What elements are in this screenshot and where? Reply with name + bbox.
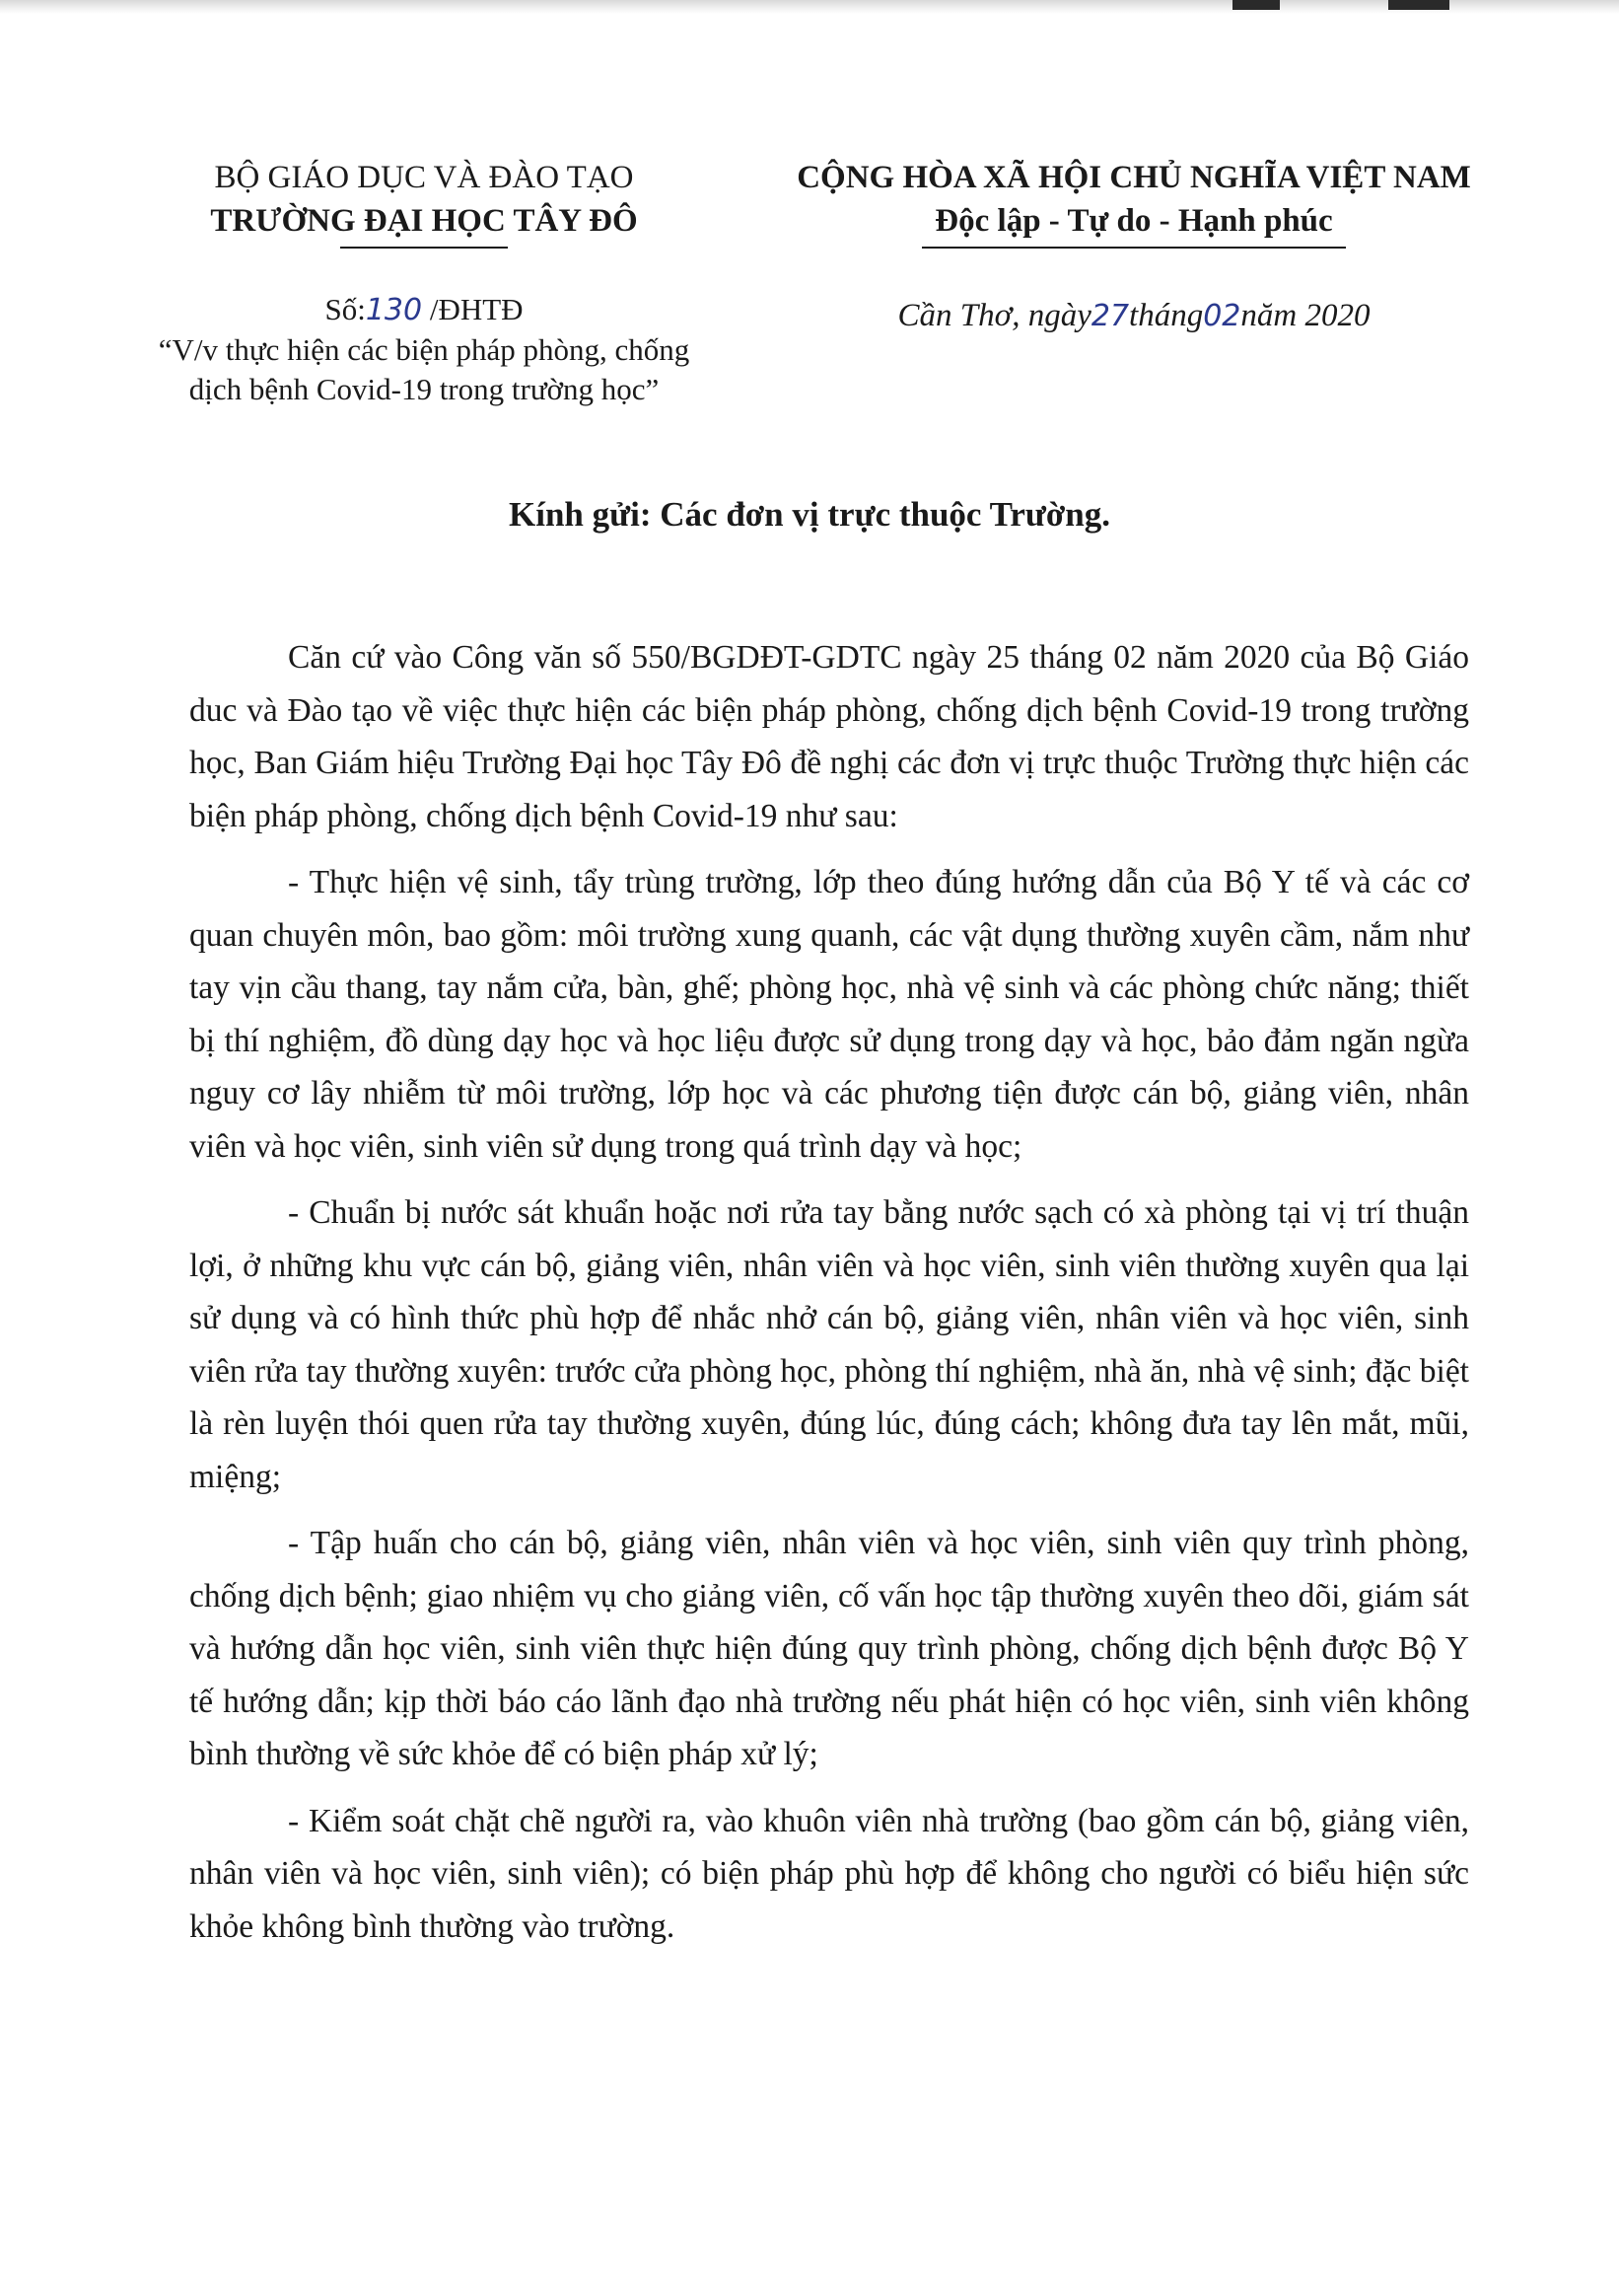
document-number-suffix: /ĐHTĐ <box>422 292 524 326</box>
scan-top-edge <box>0 0 1619 14</box>
handwritten-month: 02 <box>1203 299 1241 333</box>
body-paragraph-intro: Căn cứ vào Công văn số 550/BGDĐT-GDTC ngày 25 tháng 02 năm 2020 của Bộ Giáo duc và Đào tạo về việc thực hiện các biện pháp phòng, chống dịch bệnh Covid-19 trong trường học, Ban Giám hiệu Trường Đại học Tây Đô đề nghị các đơn vị trực thuộc Trường thực hiện các biện pháp phòng, chống dịch bệnh Covid-19 như sau: <box>189 639 1469 834</box>
date-line <box>779 296 1489 336</box>
body-paragraph-sanitation: - Thực hiện vệ sinh, tẩy trùng trường, lớp theo đúng hướng dẫn của Bộ Y tế và các cơ quan chuyên môn, bao gồm: môi trường xung quanh, các vật dụng thường xuyên cầm, nắm như tay vịn cầu thang, tay nắm cửa, bàn, ghế; phòng học, nhà vệ sinh và các phòng chức năng; thiết bị thí nghiệm, đồ dùng dạy học và học liệu được sử dụng trong dạy và học, bảo đảm ngăn ngừa nguy cơ lây nhiễm từ môi trường, lớp học và các phương tiện được cán bộ, giảng viên, nhân viên và học viên, sinh viên sử dụng trong quá trình dạy và học; <box>189 864 1469 1165</box>
university-name: TRƯỜNG ĐẠI HỌC TÂY ĐÔ <box>210 203 638 239</box>
document-number <box>118 290 730 330</box>
document-body <box>189 631 1469 1967</box>
ministry-name: BỘ GIÁO DỤC VÀ ĐÀO TẠO <box>214 160 634 195</box>
country-name: CỘNG HÒA XÃ HỘI CHỦ NGHĨA VIỆT NAM <box>797 160 1471 195</box>
date-place: Cần Thơ, ngày <box>897 298 1091 333</box>
date-month-label: tháng <box>1129 298 1204 333</box>
subject-line-2: dịch bệnh Covid-19 trong trường học” <box>188 372 660 406</box>
handwritten-day: 27 <box>1091 299 1130 333</box>
national-motto: Độc lập - Tự do - Hạnh phúc <box>935 203 1333 239</box>
issuer-block <box>118 156 730 409</box>
national-header-block <box>779 156 1489 336</box>
salutation: Kính gửi: Các đơn vị trực thuộc Trường. <box>509 495 1110 534</box>
date-year: năm 2020 <box>1240 298 1371 333</box>
body-paragraph-handwashing: - Chuẩn bị nước sát khuẩn hoặc nơi rửa tay bằng nước sạch có xà phòng tại vị trí thuận lợi, ở những khu vực cán bộ, giảng viên, nhân viên và học viên, sinh viên thường xuyên qua lại sử dụng và có hình thức phù hợp để nhắc nhở cán bộ, giảng viên, nhân viên và học viên, sinh viên rửa tay thường xuyên: trước cửa phòng học, phòng thí nghiệm, nhà ăn, nhà vệ sinh; đặc biệt là rèn luyện thói quen rửa tay thường xuyên, đúng lúc, đúng cách; không đưa tay lên mắt, mũi, miệng; <box>189 1194 1469 1495</box>
body-paragraph-training: - Tập huấn cho cán bộ, giảng viên, nhân viên và học viên, sinh viên quy trình phòng, chống dịch bệnh; giao nhiệm vụ cho giảng viên, cố vấn học tập thường xuyên theo dõi, giám sát và hướng dẫn học viên, sinh viên thực hiện đúng quy trình phòng, chống dịch bệnh được Bộ Y tế hướng dẫn; kịp thời báo cáo lãnh đạo nhà trường nếu phát hiện có học viên, sinh viên không bình thường về sức khỏe để có biện pháp xử lý; <box>189 1525 1469 1772</box>
body-paragraph-access-control: - Kiểm soát chặt chẽ người ra, vào khuôn viên nhà trường (bao gồm cán bộ, giảng viên, nhân viên và học viên, sinh viên); có biện pháp phù hợp để không cho người có biểu hiện sức khỏe không bình thường vào trường. <box>189 1802 1469 1945</box>
handwritten-document-number: 130 <box>365 293 423 327</box>
motto-underline <box>922 247 1346 249</box>
scan-artifact-mark <box>1388 0 1449 10</box>
scan-artifact-mark <box>1232 0 1280 10</box>
document-number-prefix: Số: <box>324 292 366 326</box>
subject-line-1: “V/v thực hiện các biện pháp phòng, chống <box>158 332 690 367</box>
issuer-underline <box>340 247 508 249</box>
